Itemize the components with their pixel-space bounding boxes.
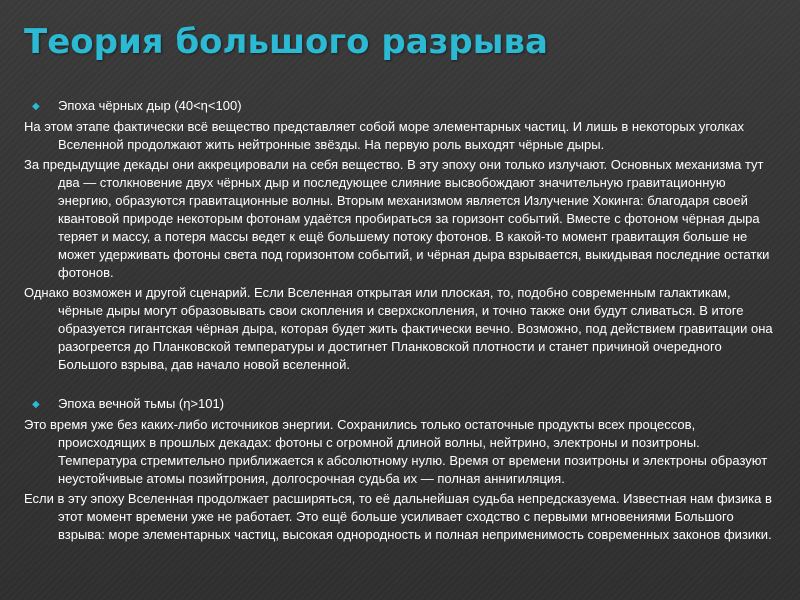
section-heading-label: Эпоха вечной тьмы (η>101): [58, 396, 225, 411]
bullet-icon: ◆: [32, 399, 40, 410]
paragraph: Если в эту эпоху Вселенная продолжает расширяться, то её дальнейшая судьба непредсказуема. Известная нам физика в этот момент времени уже не работает. Это ещё больше усиливает сходство с первыми мгновениями Большого взрыва: море элементарных частиц, высокая однородность и полная неприменимость современных законов физики.: [24, 491, 772, 542]
section-heading-black-holes: [24, 97, 778, 115]
spacer: [24, 376, 778, 395]
slide-title: Теория большого разрыва: [24, 22, 548, 62]
bullet-icon: ◆: [32, 101, 40, 112]
section-heading-label: Эпоха чёрных дыр (40<η<100): [58, 98, 242, 113]
paragraph: За предыдущие декады они аккрецировали на себя вещество. В эту эпоху они только излучают. Основных механизма тут два — столкновение двух чёрных дыр и последующее слияние высвобождают значительную гравитационную энергию, образуются гравитационные волны. Вторым механизмом является Излучение Хокинга: благодаря своей квантовой природе некоторым фотонам удаётся пробираться за горизонт событий. Вместе с фотоном чёрная дыра теряет и массу, а потеря массы ведет к ещё большему потоку фотонов. В какой-то момент гравитация больше не может удерживать фотоны света под горизонтом событий, и чёрная дыра взрывается, выкидывая последние остатки фотонов.: [24, 157, 770, 280]
slide-body: [24, 97, 778, 546]
paragraph: Однако возможен и другой сценарий. Если Вселенная открытая или плоская, то, подобно современным галактикам, чёрные дыры могут образовывать свои скопления и сверхскопления, и точно также они будут сливаться. В итоге образуется гигантская чёрная дыра, которая будет жить фактически вечно. Возможно, под действием гравитации она разогреется до Планковской температуры и достигнет Планковской плотности и станет причиной очередного Большого взрыва, дав начало новой вселенной.: [24, 285, 773, 372]
section-heading-eternal-darkness: [24, 395, 778, 413]
paragraph: Это время уже без каких-либо источников энергии. Сохранились только остаточные продукты всех процессов, происходящих в прошлых декадах: фотоны с огромной длиной волны, нейтрино, электроны и позитроны. Температура стремительно приближается к абсолютному нулю. Время от времени позитроны и электроны образуют неустойчивые атомы позийтрония, долгосрочная судьба их — полная аннигиляция.: [24, 417, 768, 486]
paragraph: На этом этапе фактически всё вещество представляет собой море элементарных частиц. И лишь в некоторых уголках Вселенной продолжают жить нейтронные звёзды. На первую роль выходят чёрные дыры.: [24, 119, 745, 152]
